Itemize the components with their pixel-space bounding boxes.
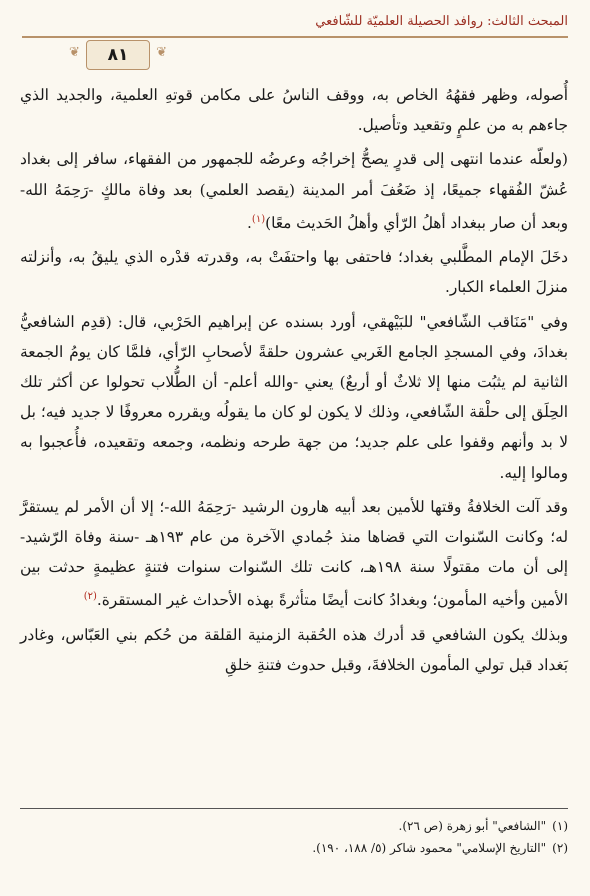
paragraph-text: دخَلَ الإمام المطَّلبي بغداد؛ فاحتفى بها واحتفَتْ به، وقدرته قدْره الذي يليقُ به، وأنزلته منزلَ العلماء الكبار. (20, 248, 568, 297)
footnote-text: "الشافعي" أبو زهرة (ص ٢٦). (398, 819, 547, 833)
footnote-ref[interactable]: (١) (251, 213, 266, 225)
paragraph (20, 242, 568, 302)
footnote-label: (٢) (552, 841, 568, 855)
page-header (0, 10, 590, 34)
paragraph (20, 492, 568, 616)
footnotes (20, 808, 568, 859)
paragraph (20, 307, 568, 488)
paragraph-text: وفي "مَنَاقب الشّافعي" للبَيْهقي، أورد بسنده عن إبراهيم الحَرْبي، قال: (قدِم الشافعيُّ بغدادَ، وفي المسجدِ الجامع الغَربي عشرون حلقةً لأصحابِ الرّأي، فلمَّا كان يومُ الجمعة الثانية لم يثبُت منها إلا ثلاثٌ أو أربعٌ) يعني -والله أعلم- أن الطُّلاب تحولوا عن أكثر تلك الحِلَق إلى حلْقة الشّافعي، وذلك لا يكون لو كان ما يقولُه ويقرره معروفًا لا جديد فيه؛ بل لا بد وأنهم وقفوا على علم جديد؛ من جهة طرحه ونظمه، وجمعه وتقعيده، فأُعجبوا به ومالوا إليه. (20, 312, 568, 482)
page-number: ❦ ٨١ (107, 45, 129, 65)
footnote (20, 837, 568, 859)
body-text (20, 80, 568, 684)
footnote-label: (١) (552, 819, 568, 833)
paragraph-text: وقد آلت الخلافةُ وقتها للأمين بعد أبيه هارون الرشيد -رَحِمَهُ الله-؛ إلا أن الأمر لم يستقرَّ له؛ وكانت السّنوات التي قضاها منذ جُمادي الآخرة من عام ١٩٣هـ -سنة وفاة الرّشيد- إلى أن مات مقتولًا سنة ١٩٨هـ، كانت تلك السّنوات سنوات فتنةٍ عظيمةٍ حدثت بين الأمين وأخيه المأمون؛ وبغدادُ كانت أيضًا متأثرةً بهذه الأحداث غير المستقرة. (20, 497, 568, 610)
footnote-text: "التاريخ الإسلامي" محمود شاكر (٥/ ١٨٨، ١٩٠). (312, 841, 547, 855)
paragraph-text: أُصوله، وظهر فقهُهُ الخاص به، ووقف الناسُ على مكامن قوتهِ العلمية، والجديد الذي جاءهم به من علمٍ وتقعيد وتأصيل. (20, 86, 568, 135)
page-number-frame (86, 40, 150, 70)
footnote-ref[interactable]: (٢) (83, 591, 97, 603)
header-divider (22, 36, 568, 38)
paragraph-text: (ولعلّه عندما انتهى إلى قدرٍ يصحُّ إخراجُه وعرضُه للجمهور من الفقهاء، سافر إلى بغداد عُشّ الفُقهاء جميعًا، إذ ضَعُفَ أمر المدينة (يقصد العلمي) بعد وفاة مالكٍ -رَحِمَهُ الله- وبعد أن صار ببغداد أهلُ الرّأي وأهلُ الحَديث معًا) (20, 150, 568, 232)
paragraph (20, 620, 568, 680)
paragraph-text: وبذلك يكون الشافعي قد أدرك هذه الحُقبة الزمنية القلقة من حُكم بني العَبّاس، وغادر بَغداد قبل تولي المأمون الخلافةَ، وقبل حدوث فتنةِ خلقِ (20, 625, 568, 674)
chapter-title: المبحث الثالث: روافد الحصيلة العلميّة للشّافعي (315, 14, 568, 29)
footnote (20, 815, 568, 837)
paragraph (20, 80, 568, 140)
paragraph: (ولعلّه عندما انتهى إلى قدرٍ يصحُّ إخراجُه وعرضُه للجمهور من الفقهاء، سافر إلى بغداد عُشّ الفُقهاء جميعًا، إذ ضَعُفَ أمر المدينة (يقصد العلمي) بعد وفاة مالكٍ -رَحِمَهُ الله- وبعد أن صار ببغداد أهلُ الرّأي وأهلُ الحَديث معًا)$^{(١)}$. (20, 150, 568, 232)
